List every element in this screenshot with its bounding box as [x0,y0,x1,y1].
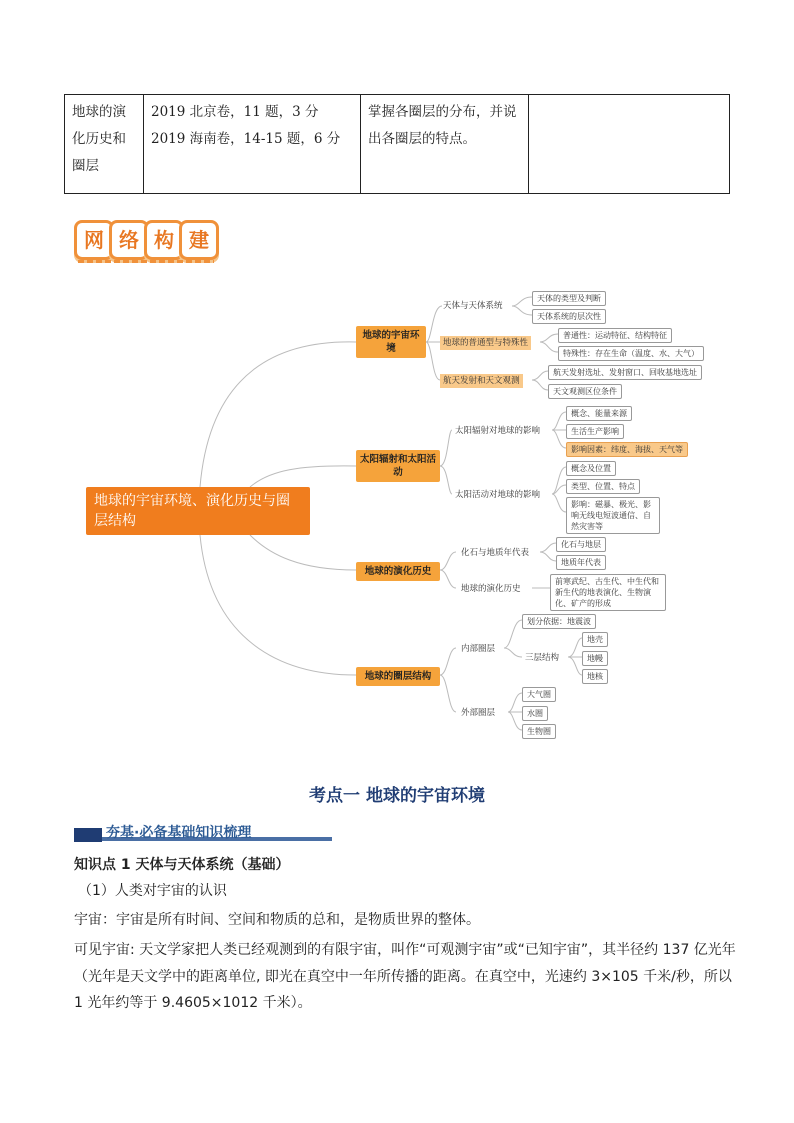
branch-earth-history: 地球的演化历史 [356,562,440,581]
topic-celestial-bodies: 天体与天体系统 [443,301,503,311]
topic-inner-layers: 内部圈层 [461,644,496,654]
banner-char: 网 [74,220,114,260]
leaf-node: 普通性：运动特征、结构特征 [558,328,672,343]
leaf-node: 地质年代表 [556,555,606,570]
banner-char: 络 [109,220,149,260]
table-cell-empty [529,95,730,194]
leaf-node: 天体的类型及判断 [532,291,606,306]
banner-char: 建 [179,220,219,260]
mind-map [0,280,794,750]
branch-solar: 太阳辐射和太阳活动 [356,450,440,482]
paragraph: 可见宇宙: 天文学家把人类已经观测到的有限宇宙，叫作“可观测宇宙”或“已知宇宙”，其半径约 137 亿光年（光年是天文学中的距离单位, 即光在真空中一年所传播的距离。在真空中，光速约 3×105 千米/秒，所以 1 光年约等于 9.4605×1012 千米）。 [74,942,736,1011]
leaf-node: 前寒武纪、古生代、中生代和新生代的地表演化、生物演化、矿产的形成 [550,574,666,611]
leaf-node: 大气圈 [522,687,556,702]
leaf-node: 影响：磁暴、极光、影响无线电短波通信、自然灾害等 [566,497,660,534]
mind-map-root: 地球的宇宙环境、演化历史与圈层结构 [86,487,310,535]
table-cell-exams [144,95,361,194]
topic-earth-common-special: 地球的普通型与特殊性 [440,336,531,350]
leaf-node: 天文观测区位条件 [548,384,622,399]
leaf-node: 地幔 [582,651,608,666]
leaf-node: 类型、位置、特点 [566,479,640,494]
table-cell-requirement: 掌握各圈层的分布，并说出各圈层的特点。 [361,95,529,194]
exam-line-2: 2019 海南卷，14-15 题，6 分 [151,131,341,147]
sub-banner-label: 夯基·必备基础知识梳理 [106,825,252,841]
leaf-node: 影响因素：纬度、海拔、天气等 [566,442,688,457]
topic-fossils: 化石与地质年代表 [461,548,530,558]
topic-space-launch: 航天发射和天文观测 [440,374,523,388]
knowledge-point-subtitle: （1）人类对宇宙的认识 [78,883,227,899]
section-title: 考点一 地球的宇宙环境 [309,786,485,806]
sub-banner-bar [74,828,102,842]
leaf-node: 水圈 [522,706,548,721]
banner-underline [78,260,214,263]
leaf-node: 划分依据：地震波 [522,614,596,629]
topic-outer-layers: 外部圈层 [461,708,496,718]
leaf-node: 生物圈 [522,724,556,739]
topic-solar-radiation: 太阳辐射对地球的影响 [455,426,541,436]
leaf-node: 化石与地层 [556,537,606,552]
table-cell-topic: 地球的演化历史和圈层 [65,95,144,194]
leaf-node: 特殊性：存在生命（温度、水、大气） [558,346,704,361]
leaf-node: 航天发射选址、发射窗口、回收基地选址 [548,365,702,380]
topic-evolution: 地球的演化历史 [461,584,521,594]
topic-solar-activity: 太阳活动对地球的影响 [455,490,541,500]
branch-cosmic-environment: 地球的宇宙环境 [356,326,426,358]
knowledge-point-title: 知识点 1 天体与天体系统（基础） [74,857,290,873]
table-row [65,95,730,194]
network-banner [74,220,218,264]
leaf-node: 地壳 [582,632,608,647]
leaf-node: 生活生产影响 [566,424,624,439]
sub-banner [74,822,334,842]
branch-earth-structure: 地球的圈层结构 [356,667,440,686]
topic-three-layers: 三层结构 [525,653,560,663]
leaf-node: 概念、能量来源 [566,406,632,421]
leaf-node: 地核 [582,669,608,684]
paragraph: 宇宙：宇宙是所有时间、空间和物质的总和，是物质世界的整体。 [74,912,480,928]
banner-char: 构 [144,220,184,260]
exam-line-1: 2019 北京卷，11 题，3 分 [151,104,319,120]
leaf-node: 概念及位置 [566,461,616,476]
exam-table [64,94,730,194]
leaf-node: 天体系统的层次性 [532,309,606,324]
